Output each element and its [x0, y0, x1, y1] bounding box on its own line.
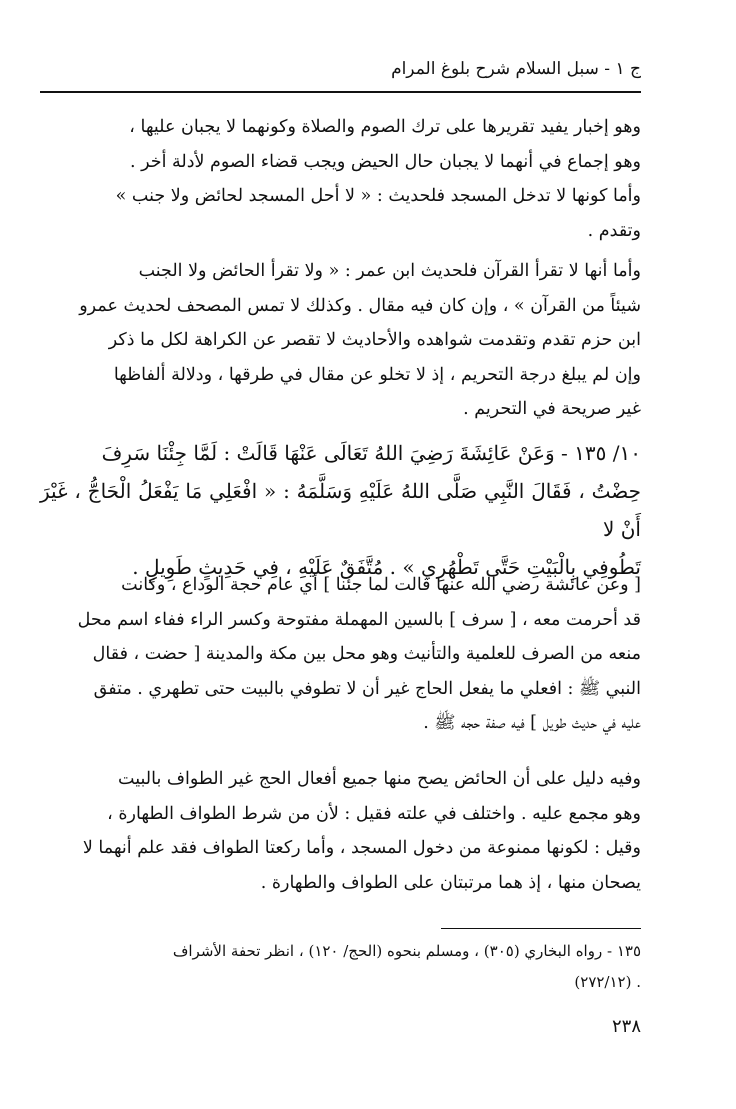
text-line: وأما كونها لا تدخل المسجد فلحديث : « لا أحل المسجد لحائض ولا جنب » — [115, 186, 641, 206]
text-line: غير صريحة في التحريم . — [463, 399, 641, 419]
paragraph-1 — [40, 110, 641, 248]
paragraph-4 — [40, 762, 641, 900]
text-line: وهو مجمع عليه . واختلف في علته فقيل : لأن من شرط الطواف الطهارة ، — [107, 803, 641, 824]
footnote-line: . (٢٧٢/١٢) — [574, 973, 641, 991]
text-line: وهو إخبار يفيد تقريرها على ترك الصوم والصلاة وكونهما لا يجبان عليها ، — [129, 117, 641, 137]
text-line: منعه من الصرف للعلمية والتأنيث وهو محل بين مكة والمدينة [ حضت ، فقال — [92, 644, 641, 664]
page-number: ٢٣٨ — [611, 1016, 641, 1037]
text-line: شيئاً من القرآن » ، وإن كان فيه مقال . وكذلك لا تمس المصحف لحديث عمرو — [79, 295, 641, 316]
text-line: ١٠/ ١٣٥ - وَعَنْ عَائِشَةَ رَضِيَ اللهُ تَعَالَى عَنْهَا قَالَتْ : لَمَّا جِئْنَا سَرِفَ — [101, 441, 641, 465]
text-line: تَطُوفِي بِالْبَيْتِ حَتَّى تَطْهُرِي » . مُتَّفَقٌ عَلَيْهِ ، فِي حَدِيثٍ طَوِيلٍ . — [132, 555, 641, 579]
text-line: وإن لم يبلغ درجة التحريم ، إذ لا تخلو عن مقال في طرقها ، ودلالة ألفاظها — [113, 364, 641, 385]
text-line: [ وعن عائشة رضي الله عنها قالت لما جئنا ] أي عام حجة الوداع ، وكانت — [121, 575, 641, 595]
text-line: وأما أنها لا تقرأ القرآن فلحديث ابن عمر : « ولا تقرأ الحائض ولا الجنب — [138, 261, 641, 281]
text-line: وتقدم . — [587, 220, 641, 241]
hadith-text — [40, 434, 641, 586]
text-line: وقيل : لكونها ممنوعة من دخول المسجد ، وأما ركعتا الطواف فقد علم أنهما لا — [82, 838, 641, 858]
footnote-line: ١٣٥ - رواه البخاري (٣٠٥) ، ومسلم بنحوه (الحج/ ١٢٠) ، انظر تحفة الأشراف — [172, 942, 641, 960]
text-line: حِضْتُ ، فَقَالَ النَّبِي صَلَّى اللهُ عَلَيْهِ وَسَلَّمَهُ : « افْعَلِي مَا يَفْعَلُ الْحَاجُّ ، غَيْرَ أَنْ لا — [40, 479, 641, 541]
text-line: النبي ﷺ : افعلي ما يفعل الحاج غير أن لا تطوفي بالبيت حتى تطهري . متفق — [93, 678, 641, 699]
commentary-paragraph — [40, 568, 641, 741]
text-line: وفيه دليل على أن الحائض يصح منها جميع أفعال الحج غير الطواف بالبيت — [118, 769, 641, 789]
running-header: ج ١ - سبل السلام شرح بلوغ المرام — [391, 59, 641, 79]
footnote — [40, 936, 641, 998]
text-line: يصحان منها ، إذ هما مرتبتان على الطواف والطهارة . — [260, 872, 641, 893]
text-line: وهو إجماع في أنهما لا يجبان حال الحيض ويجب قضاء الصوم لأدلة أخر . — [129, 151, 641, 172]
text-line: عليه في حديث طويل ] فيه صفة حجه ﷺ . — [423, 713, 641, 733]
text-line: قد أحرمت معه ، [ سرف ] بالسين المهملة مفتوحة وكسر الراء ففاء اسم محل — [77, 609, 641, 630]
footnote-divider — [441, 928, 641, 929]
header-divider — [40, 91, 641, 93]
text-line: ابن حزم تقدم وتقدمت شواهده والأحاديث لا تقصر عن الكراهة لكل ما ذكر — [108, 330, 641, 350]
paragraph-2 — [40, 254, 641, 427]
